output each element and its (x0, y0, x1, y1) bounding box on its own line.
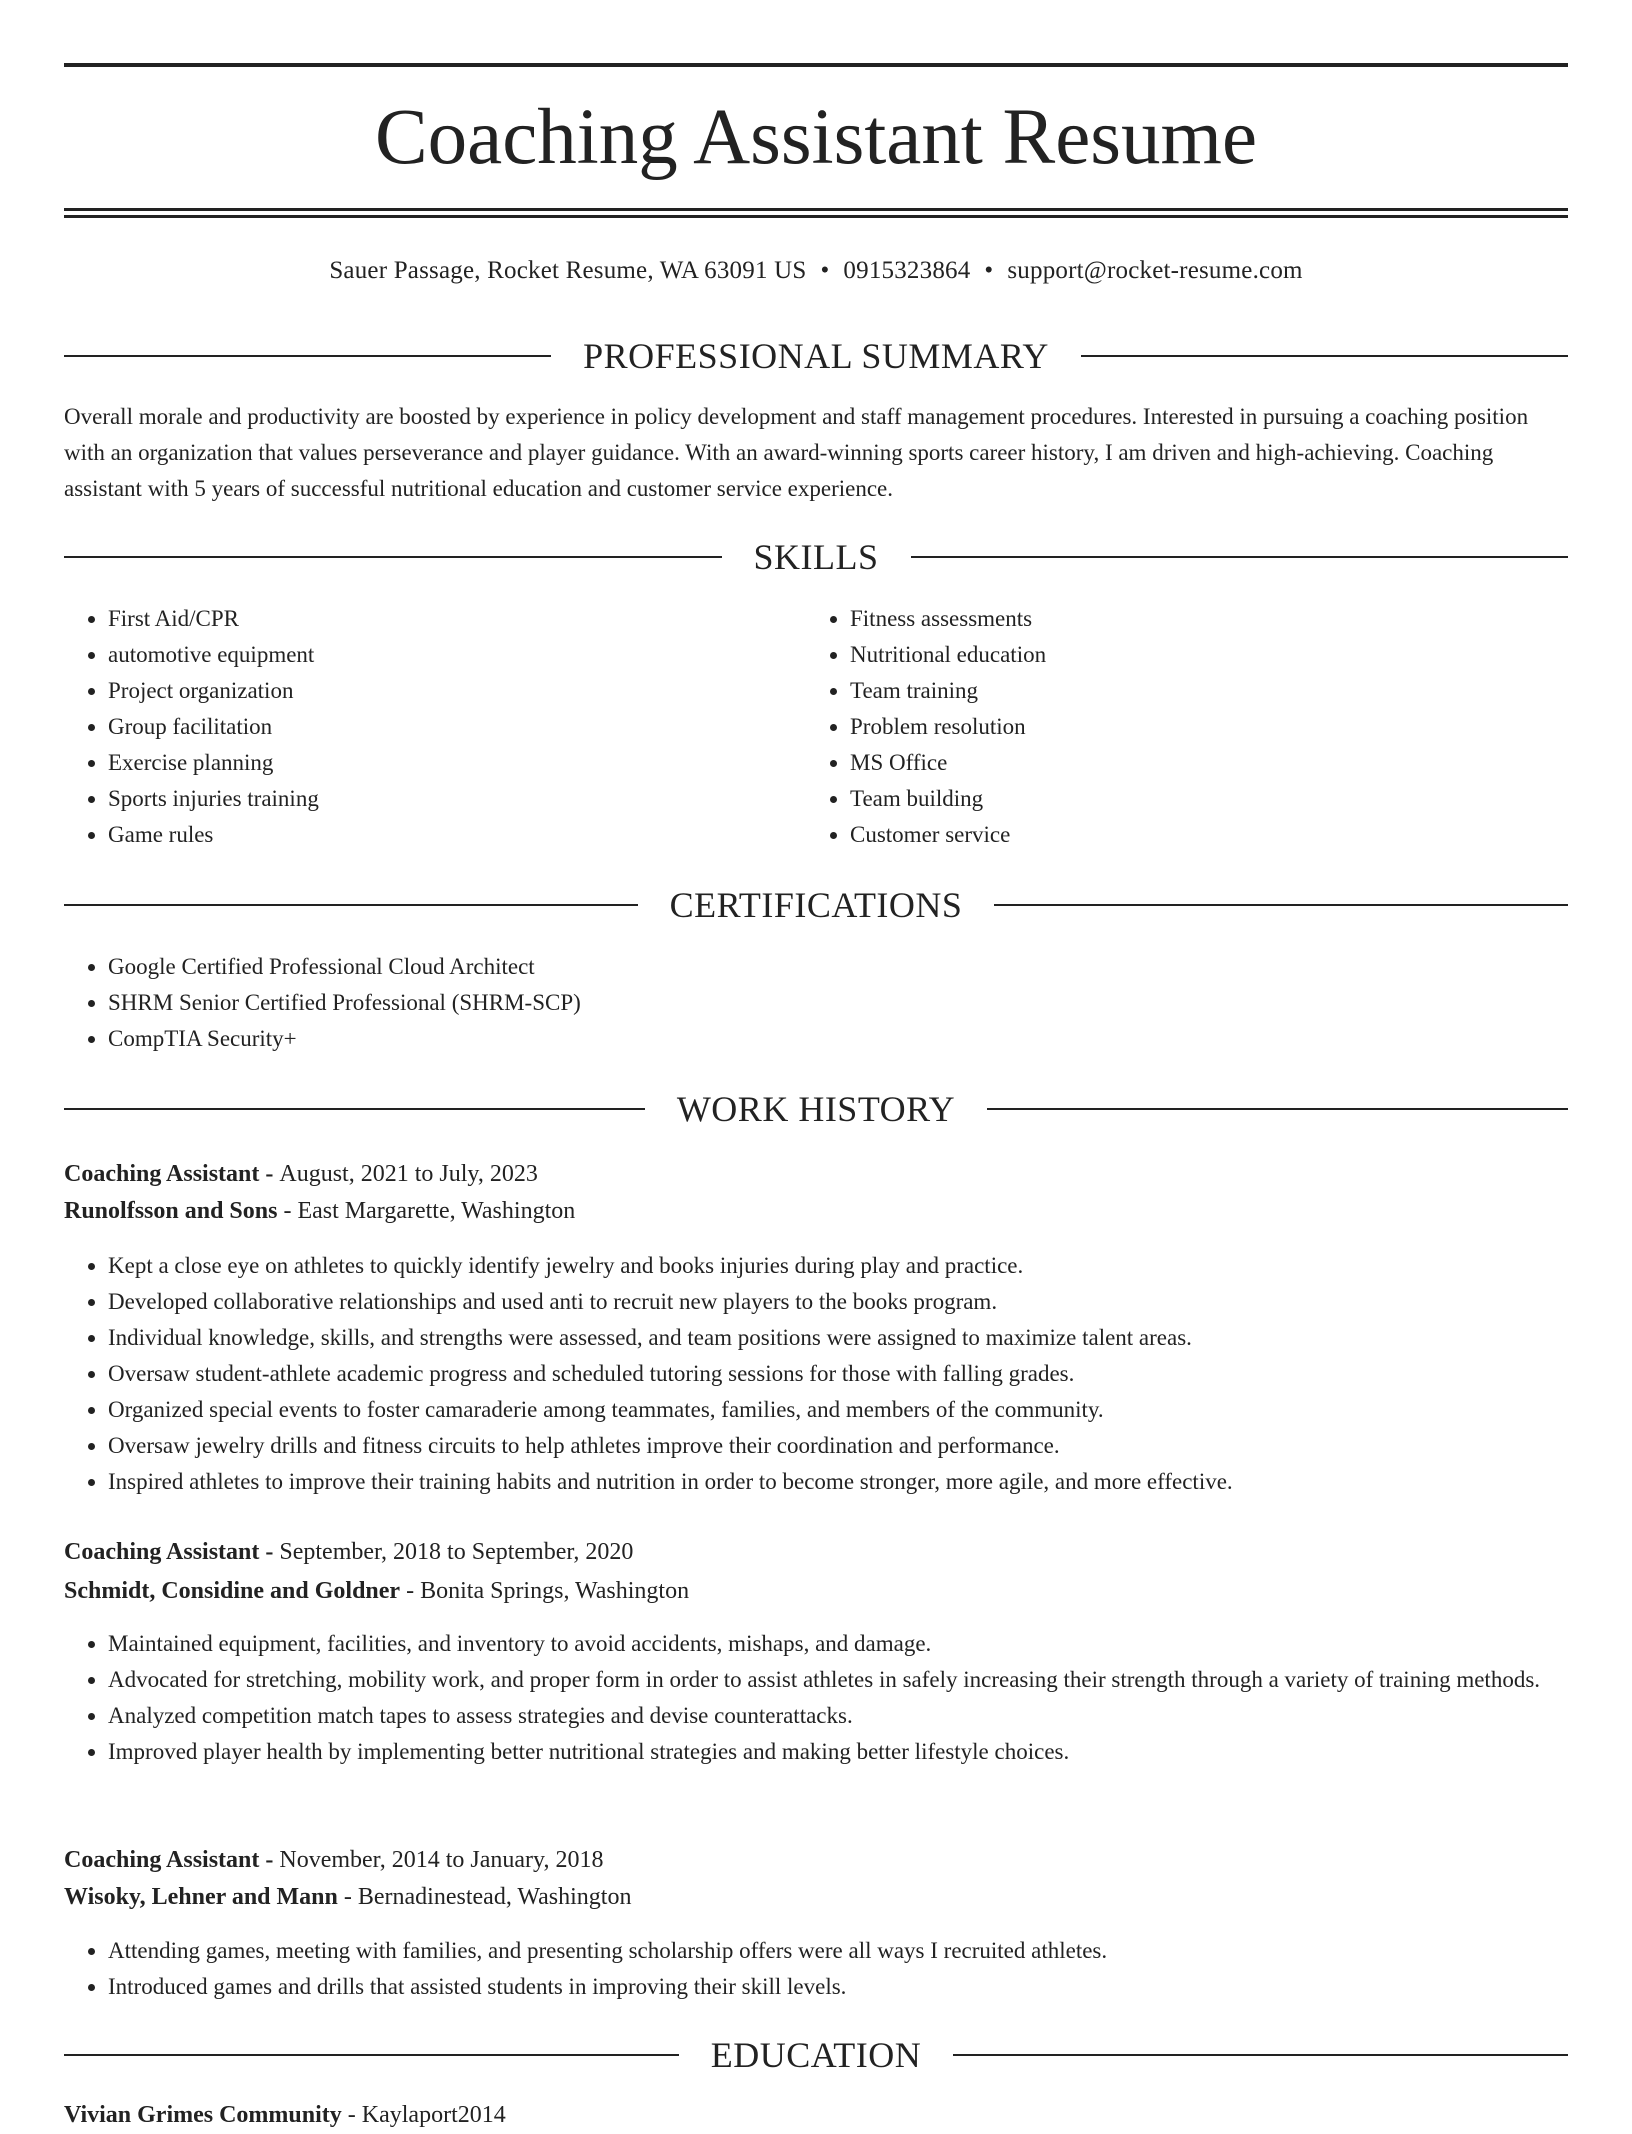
education-dash: - (341, 2102, 362, 2128)
section-rule-left (64, 904, 638, 906)
section-rule-left (64, 355, 551, 357)
duty-item: • Inspired athletes to improve their training habits and nutrition in order to become stronger, more agile, and more effective. (108, 1464, 1612, 1500)
education-location: Kaylaport (361, 2102, 458, 2128)
section-title-education: EDUCATION (710, 2035, 922, 2075)
section-header-summary (64, 334, 1568, 378)
job-company-line (64, 1572, 689, 1610)
duty-item: • Maintained equipment, facilities, and inventory to avoid accidents, mishaps, and damage. (108, 1626, 1612, 1662)
job-duties-list (64, 1248, 1612, 1500)
job-role: Coaching Assistant (64, 1161, 260, 1187)
skill-item: • Problem resolution (850, 709, 1046, 745)
skill-item: • Group facilitation (108, 709, 319, 745)
top-rule (64, 63, 1568, 67)
section-title-work-history: WORK HISTORY (676, 1089, 956, 1129)
role-dash: - (259, 1847, 280, 1873)
skill-item: • Customer service (850, 817, 1046, 853)
skill-item: • Team building (850, 781, 1046, 817)
section-rule-left (64, 1108, 645, 1110)
job-role: Coaching Assistant (64, 1847, 260, 1873)
skill-item: • Exercise planning (108, 745, 319, 781)
role-dash: - (259, 1161, 280, 1187)
job-company: Wisoky, Lehner and Mann (64, 1884, 338, 1910)
duty-item: • Oversaw jewelry drills and fitness circuits to help athletes improve their coordination and performance. (108, 1428, 1612, 1464)
title-rule-upper (64, 208, 1568, 211)
contact-phone: 0915323864 (843, 257, 971, 284)
certification-item: • Google Certified Professional Cloud Architect (108, 949, 581, 985)
section-rule-right (1081, 355, 1568, 357)
skill-item: • Sports injuries training (108, 781, 319, 817)
section-rule-right (953, 2054, 1568, 2056)
duty-item: • Individual knowledge, skills, and strengths were assessed, and team positions were assigned to maximize talent areas. (108, 1320, 1612, 1356)
role-dash: - (259, 1539, 280, 1565)
duty-item: • Organized special events to foster camaraderie among teammates, families, and members of the community. (108, 1392, 1612, 1428)
company-dash: - (337, 1884, 358, 1910)
education-school: Vivian Grimes Community (64, 2102, 342, 2128)
contact-email: support@rocket-resume.com (1007, 257, 1303, 284)
section-rule-right (987, 1108, 1568, 1110)
section-rule-left (64, 2054, 679, 2056)
job-company: Schmidt, Considine and Goldner (64, 1578, 401, 1604)
section-rule-right (911, 556, 1569, 558)
duty-item: • Introduced games and drills that assisted students in improving their skill levels. (108, 1969, 1612, 2005)
section-header-certifications (64, 883, 1568, 927)
skill-item: • automotive equipment (108, 637, 319, 673)
certification-item: • SHRM Senior Certified Professional (SHRM-SCP) (108, 985, 581, 1021)
skill-item: • Game rules (108, 817, 319, 853)
certification-item: • CompTIA Security+ (108, 1021, 581, 1057)
section-title-certifications: CERTIFICATIONS (669, 885, 963, 925)
job-duties-list (64, 1933, 1612, 2005)
skills-list-right (806, 601, 1046, 853)
job-dates: September, 2018 to September, 2020 (279, 1539, 634, 1565)
skill-item: • Team training (850, 673, 1046, 709)
job-role-line (64, 1155, 538, 1193)
duty-item: • Analyzed competition match tapes to assess strategies and devise counterattacks. (108, 1698, 1612, 1734)
education-line (64, 2096, 506, 2134)
contact-separator: • (984, 257, 994, 284)
skill-item: • First Aid/CPR (108, 601, 319, 637)
job-dates: November, 2014 to January, 2018 (279, 1847, 604, 1873)
section-header-skills (64, 535, 1568, 579)
company-dash: - (277, 1198, 298, 1224)
resume-title: Coaching Assistant Resume (374, 94, 1258, 181)
certifications-list (64, 949, 581, 1057)
company-dash: - (400, 1578, 421, 1604)
job-company-line (64, 1878, 631, 1916)
job-role: Coaching Assistant (64, 1539, 260, 1565)
contact-address: Sauer Passage, Rocket Resume, WA 63091 US (329, 257, 807, 284)
duty-item: • Developed collaborative relationships and used anti to recruit new players to the books program. (108, 1284, 1612, 1320)
job-dates: August, 2021 to July, 2023 (279, 1161, 538, 1187)
section-rule-left (64, 556, 722, 558)
duty-item: • Attending games, meeting with families, and presenting scholarship offers were all ways I recruited athletes. (108, 1933, 1612, 1969)
skill-item: • Nutritional education (850, 637, 1046, 673)
job-company: Runolfsson and Sons (64, 1198, 278, 1224)
job-role-line (64, 1841, 603, 1879)
summary-paragraph: Overall morale and productivity are boosted by experience in policy development and staff management procedures. Interested in pursuing a coaching position with an organization that values perseverance and player guidance. With an award-winning sports career history, I am driven and high-achieving. Coaching assistant with 5 years of successful nutritional education and customer service experience. (64, 404, 1529, 501)
duty-item: • Oversaw student-athlete academic progress and scheduled tutoring sessions for those with falling grades. (108, 1356, 1612, 1392)
contact-separator: • (820, 257, 830, 284)
job-location: Bonita Springs, Washington (420, 1578, 690, 1604)
section-header-work-history (64, 1087, 1568, 1131)
job-company-line (64, 1192, 575, 1230)
section-header-education (64, 2033, 1568, 2077)
job-location: Bernadinestead, Washington (357, 1884, 632, 1910)
duty-item: • Improved player health by implementing better nutritional strategies and making better lifestyle choices. (108, 1734, 1612, 1770)
section-title-skills: SKILLS (753, 537, 879, 577)
skill-item: • Fitness assessments (850, 601, 1046, 637)
duty-item: • Kept a close eye on athletes to quickly identify jewelry and books injuries during play and practice. (108, 1248, 1612, 1284)
section-rule-right (994, 904, 1568, 906)
section-title-summary: PROFESSIONAL SUMMARY (583, 336, 1049, 376)
skill-item: • Project organization (108, 673, 319, 709)
job-role-line (64, 1533, 633, 1571)
job-duties-list (64, 1626, 1612, 1770)
title-rule-lower (64, 215, 1568, 218)
skill-item: • MS Office (850, 745, 1046, 781)
contact-line (64, 254, 1568, 288)
job-location: East Margarette, Washington (297, 1198, 576, 1224)
skills-list-left (64, 601, 319, 853)
education-year: 2014 (457, 2102, 506, 2128)
duty-item: • Advocated for stretching, mobility work, and proper form in order to assist athletes in safely increasing their strength through a variety of training methods. (108, 1662, 1612, 1698)
